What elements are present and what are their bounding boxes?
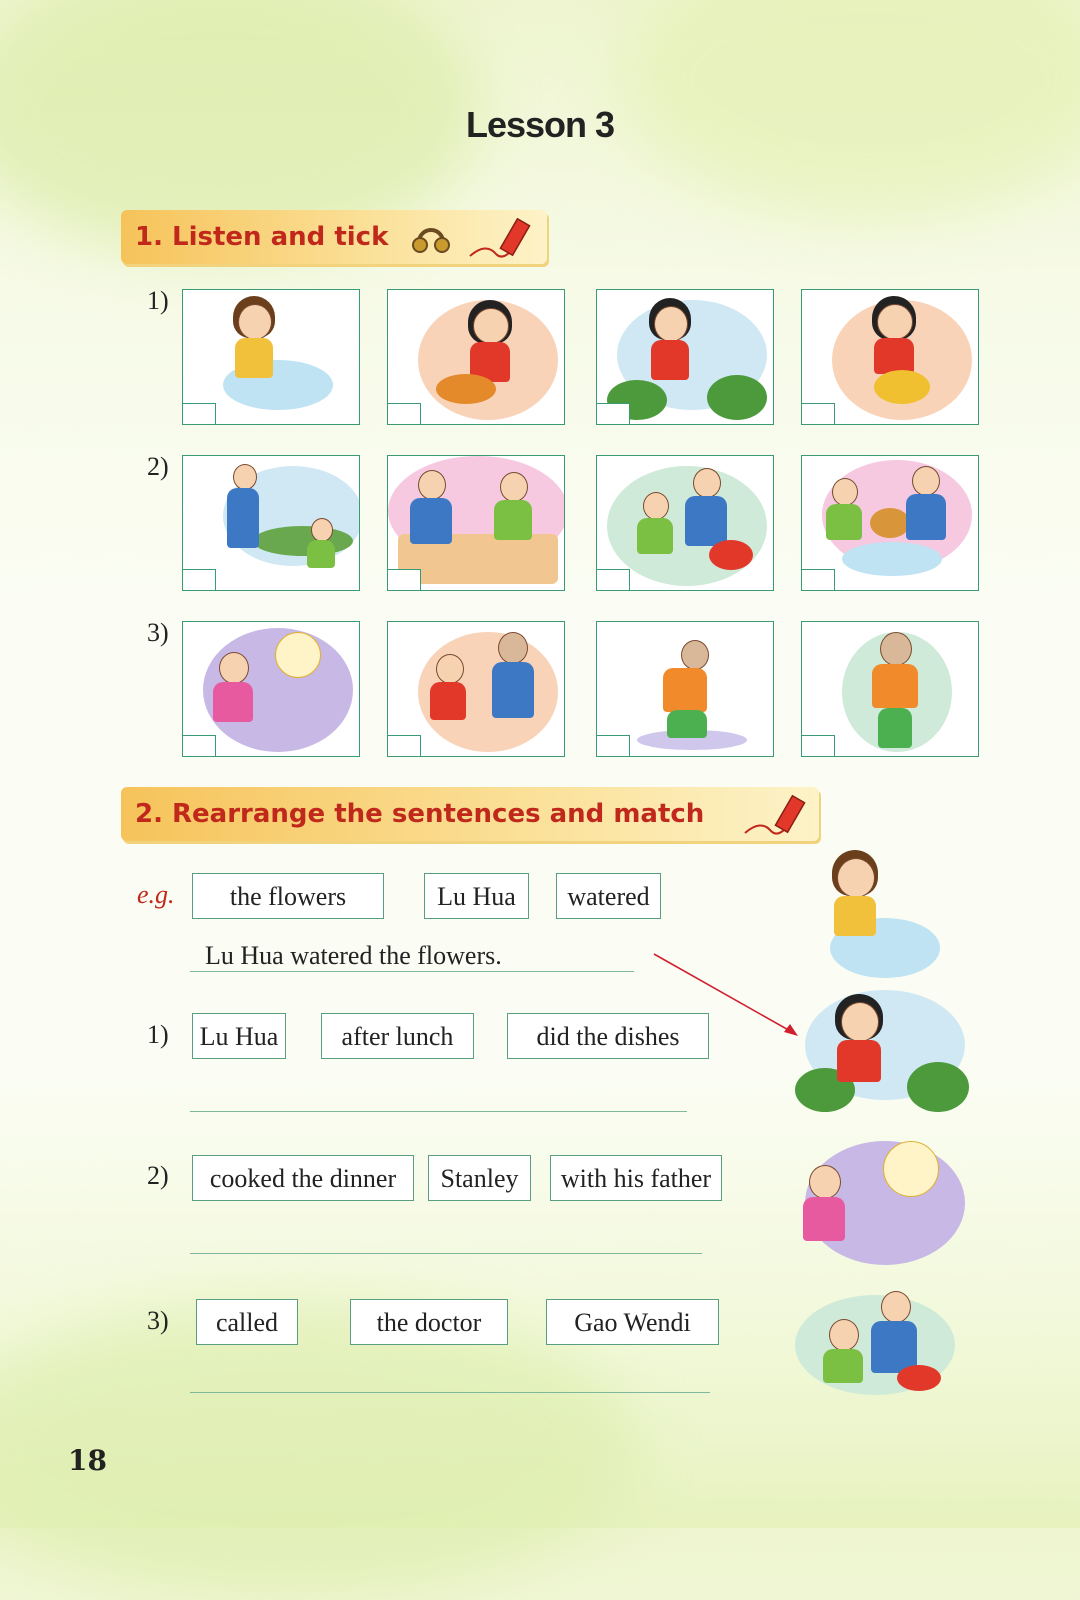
page-number: 18 [68, 1444, 107, 1477]
item-label: 3) [147, 1306, 169, 1335]
word-card: did the dishes [507, 1013, 709, 1059]
picture-cooking-with-father [596, 455, 774, 591]
section1-heading: 1. Listen and tick [135, 222, 389, 252]
picture-doing-exercises [596, 621, 774, 757]
picture-walking-the-dog [182, 455, 360, 591]
word-card: called [196, 1299, 298, 1345]
section2-heading: 2. Rearrange the sentences and match [135, 799, 705, 829]
tick-box[interactable] [597, 569, 630, 590]
picture-washing-the-dog [801, 455, 979, 591]
section2-banner [121, 787, 819, 841]
picture-girl-washing-vegetables [801, 289, 979, 425]
row-label: 1) [147, 286, 169, 315]
pencil-icon [466, 212, 546, 262]
tick-box[interactable] [388, 735, 421, 756]
word-card: watered [556, 873, 661, 919]
match-picture-calling-doctor [795, 1135, 970, 1265]
answer-line [190, 971, 634, 972]
tick-box[interactable] [597, 735, 630, 756]
picture-old-man-standing [801, 621, 979, 757]
headphones-icon [411, 218, 451, 258]
word-card: Lu Hua [424, 873, 529, 919]
match-picture-cooking-with-father [785, 1285, 965, 1400]
picture-shaking-hands [387, 621, 565, 757]
tick-box[interactable] [802, 735, 835, 756]
answer-line[interactable] [190, 1253, 702, 1254]
match-picture-watering-flowers [795, 990, 970, 1115]
word-card: Stanley [428, 1155, 531, 1201]
item-label: 1) [147, 1020, 169, 1049]
word-card: with his father [550, 1155, 722, 1201]
tick-box[interactable] [388, 403, 421, 424]
word-card: Gao Wendi [546, 1299, 719, 1345]
word-card: after lunch [321, 1013, 474, 1059]
tick-box[interactable] [388, 569, 421, 590]
example-label: e.g. [137, 880, 175, 909]
tick-box[interactable] [183, 403, 216, 424]
answer-line[interactable] [190, 1111, 687, 1112]
picture-making-dumplings [387, 455, 565, 591]
word-card: the doctor [350, 1299, 508, 1345]
picture-girl-watering-flowers [596, 289, 774, 425]
tick-box[interactable] [597, 403, 630, 424]
word-card: the flowers [192, 873, 384, 919]
item-label: 2) [147, 1161, 169, 1190]
tick-box[interactable] [183, 735, 216, 756]
page-title: Lesson 3 [465, 104, 615, 145]
match-picture-washing-dishes [820, 848, 950, 988]
tick-box[interactable] [802, 569, 835, 590]
answer-line[interactable] [190, 1392, 710, 1393]
tick-box[interactable] [802, 403, 835, 424]
row-label: 3) [147, 618, 169, 647]
word-card: cooked the dinner [192, 1155, 414, 1201]
section1-banner [121, 210, 547, 264]
word-card: Lu Hua [192, 1013, 286, 1059]
pencil-icon [741, 789, 821, 839]
tick-box[interactable] [183, 569, 216, 590]
row-label: 2) [147, 452, 169, 481]
picture-girl-cooking [387, 289, 565, 425]
picture-girl-washing-dishes [182, 289, 360, 425]
picture-calling-the-doctor [182, 621, 360, 757]
example-answer: Lu Hua watered the flowers. [205, 941, 502, 970]
